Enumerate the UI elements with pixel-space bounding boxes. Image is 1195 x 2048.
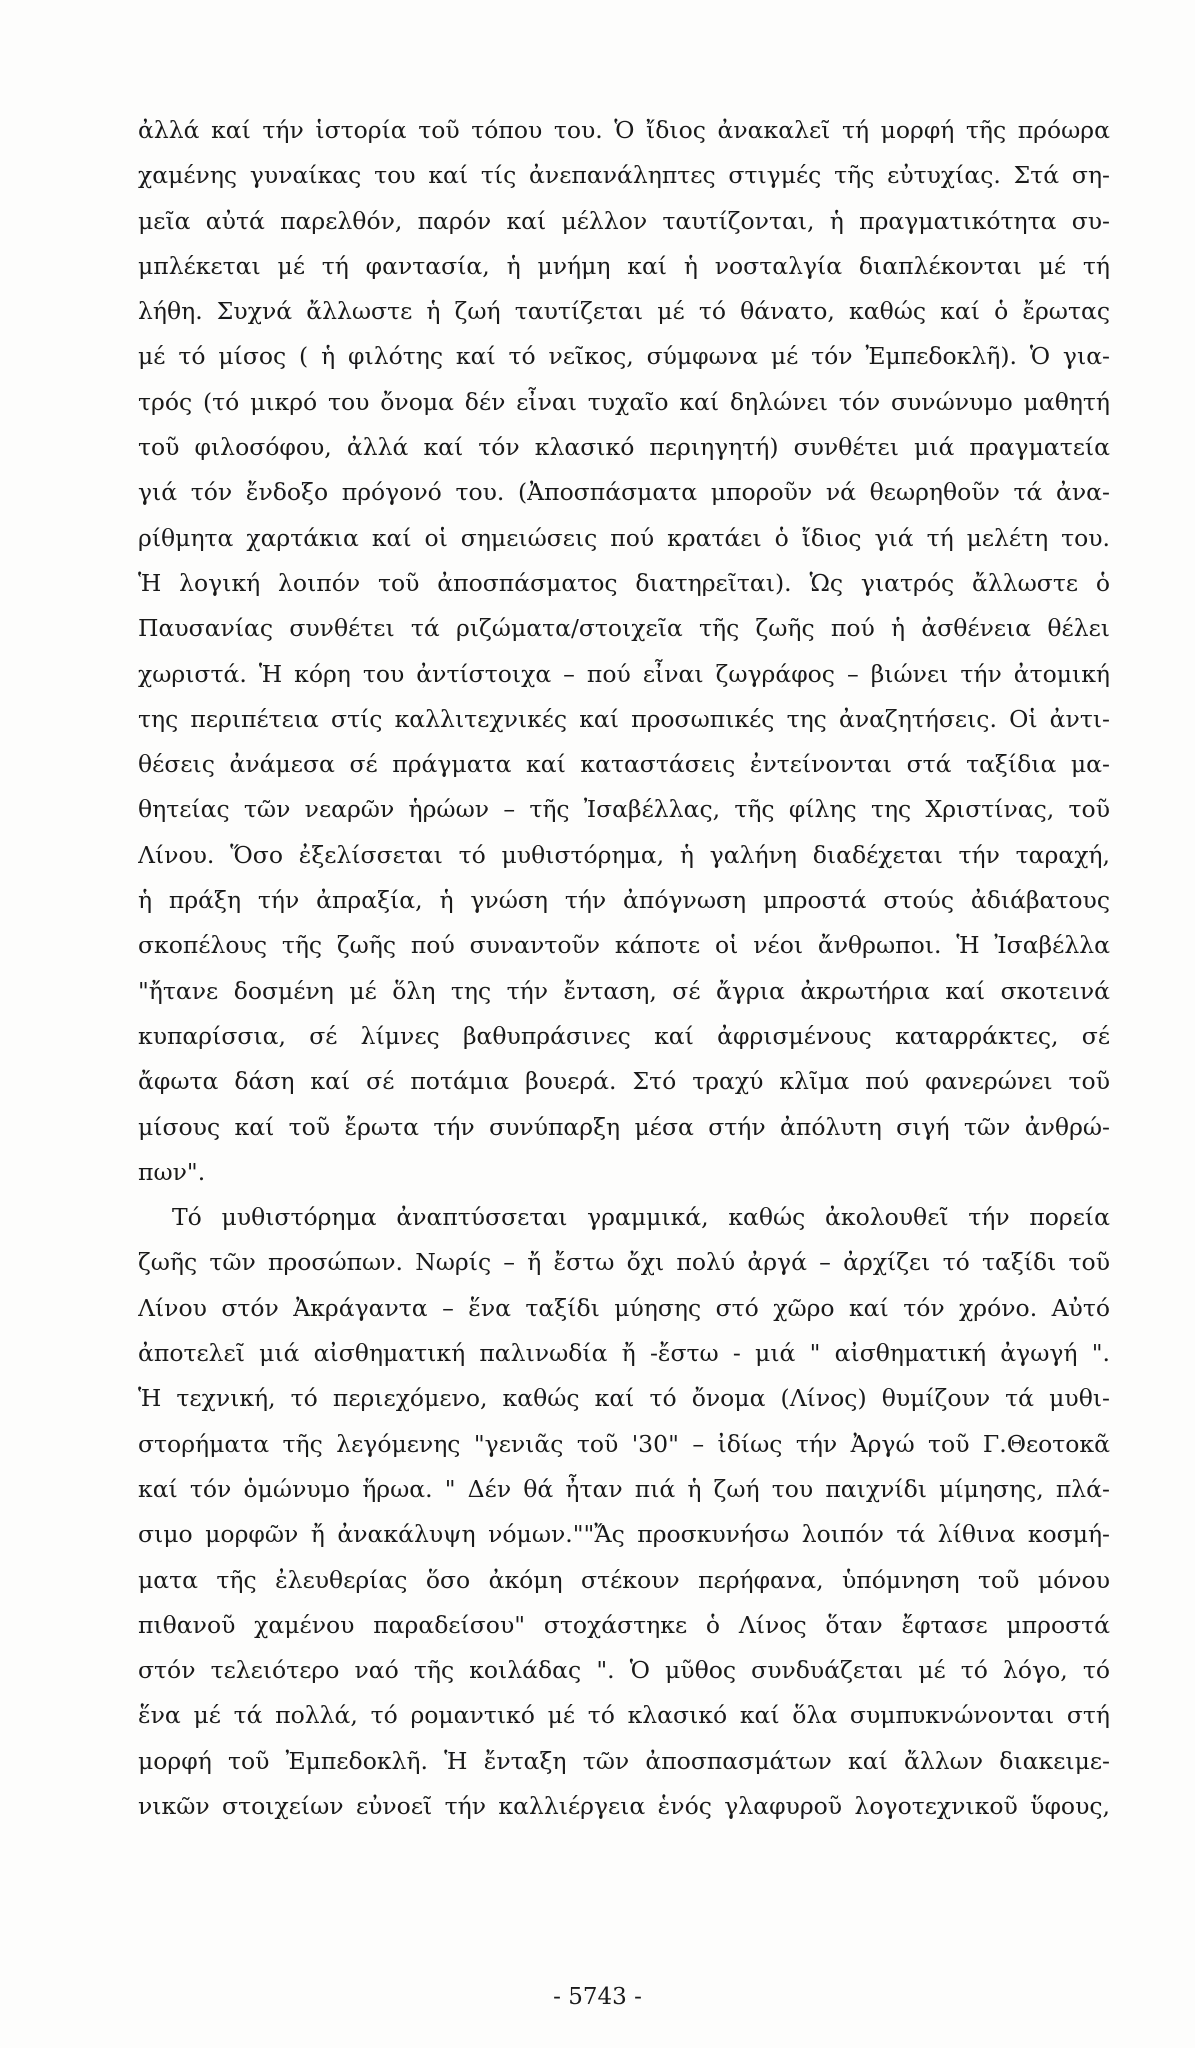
text-line: χωριστά. Ἡ κόρη του ἀντίστοιχα – πού εἶναι ζωγράφος – βιώνει τήν ἀτομική <box>138 659 1110 688</box>
text-line: τρός (τό μικρό του ὄνομα δέν εἶναι τυχαῖο καί δηλώνει τόν συνώνυμο μαθητή <box>138 387 1110 416</box>
text-line: της περιπέτεια στίς καλλιτεχνικές καί προσωπικές της ἀναζητήσεις. Οἱ ἀντι- <box>138 704 1110 733</box>
text-line: πων". <box>138 1157 206 1186</box>
text-line: μορφή τοῦ Ἐμπεδοκλῆ. Ἡ ἔνταξη τῶν ἀποσπασμάτων καί ἄλλων διακειμε- <box>138 1746 1110 1775</box>
text-line: ἕνα μέ τά πολλά, τό ρομαντικό μέ τό κλασικό καί ὅλα συμπυκνώνονται στή <box>138 1701 1110 1730</box>
text-line: ματα τῆς ἐλευθερίας ὅσο ἀκόμη στέκουν περήφανα, ὑπόμνηση τοῦ μόνου <box>138 1565 1110 1594</box>
page-number: - 5743 - <box>553 1984 642 2010</box>
text-line: Λίνου στόν Ἀκράγαντα – ἕνα ταξίδι μύησης στό χῶρο καί τόν χρόνο. Αὐτό <box>138 1293 1110 1322</box>
text-line: στόν τελειότερο ναό τῆς κοιλάδας ". Ὁ μῦθος συνδυάζεται μέ τό λόγο, τό <box>138 1656 1110 1685</box>
text-line: στορήματα τῆς λεγόμενης "γενιᾶς τοῦ '30" – ἰδίως τήν Ἀργώ τοῦ Γ.Θεοτοκᾶ <box>138 1429 1110 1458</box>
text-line: θητείας τῶν νεαρῶν ἡρώων – τῆς Ἰσαβέλλας, τῆς φίλης της Χριστίνας, τοῦ <box>138 795 1110 824</box>
text-line: μέ τό μίσος ( ἡ φιλότης καί τό νεῖκος, σύμφωνα μέ τόν Ἐμπεδοκλῆ). Ὁ για- <box>138 342 1110 371</box>
text-line: ζωῆς τῶν προσώπων. Νωρίς – ἤ ἔστω ὄχι πολύ ἀργά – ἀρχίζει τό ταξίδι τοῦ <box>138 1248 1110 1277</box>
text-line: σιμο μορφῶν ἤ ἀνακάλυψη νόμων.""Ἄς προσκυνήσω λοιπόν τά λίθινα κοσμή- <box>138 1520 1110 1549</box>
text-line: ρίθμητα χαρτάκια καί οἱ σημειώσεις πού κρατάει ὁ ἴδιος γιά τή μελέτη του. <box>138 523 1110 552</box>
text-line: λήθη. Συχνά ἄλλωστε ἡ ζωή ταυτίζεται μέ τό θάνατο, καθώς καί ὁ ἔρωτας <box>138 297 1110 326</box>
text-line: μπλέκεται μέ τή φαντασία, ἡ μνήμη καί ἡ νοσταλγία διαπλέκονται μέ τή <box>138 251 1110 280</box>
text-line: ἀποτελεῖ μιά αἰσθηματική παλινωδία ἤ -ἔστω - μιά " αἰσθηματική ἀγωγή ". <box>138 1339 1110 1368</box>
text-line: Λίνου. Ὅσο ἐξελίσσεται τό μυθιστόρημα, ἡ γαλήνη διαδέχεται τήν ταραχή, <box>138 840 1110 869</box>
text-line: νικῶν στοιχείων εὐνοεῖ τήν καλλιέργεια ἑνός γλαφυροῦ λογοτεχνικοῦ ὕφους, <box>138 1791 1110 1820</box>
text-line: Τό μυθιστόρημα ἀναπτύσσεται γραμμικά, καθώς ἀκολουθεῖ τήν πορεία <box>172 1203 1110 1232</box>
text-line: ἡ πράξη τήν ἀπραξία, ἡ γνώση τήν ἀπόγνωση μπροστά στούς ἀδιάβατους <box>138 886 1110 915</box>
text-line: τοῦ φιλοσόφου, ἀλλά καί τόν κλασικό περιηγητή) συνθέτει μιά πραγματεία <box>138 433 1110 462</box>
text-line: πιθανοῦ χαμένου παραδείσου" στοχάστηκε ὁ Λίνος ὅταν ἔφτασε μπροστά <box>138 1610 1110 1639</box>
text-line: μεῖα αὐτά παρελθόν, παρόν καί μέλλον ταυτίζονται, ἡ πραγματικότητα συ- <box>138 206 1110 235</box>
text-line: ἀλλά καί τήν ἱστορία τοῦ τόπου του. Ὁ ἴδιος ἀνακαλεῖ τή μορφή τῆς πρόωρα <box>138 116 1110 144</box>
text-line: Παυσανίας συνθέτει τά ριζώματα/στοιχεῖα τῆς ζωῆς πού ἡ ἀσθένεια θέλει <box>138 614 1110 643</box>
text-line: μίσους καί τοῦ ἔρωτα τήν συνύπαρξη μέσα στήν ἀπόλυτη σιγή τῶν ἀνθρώ- <box>138 1112 1110 1141</box>
text-line: ἄφωτα δάση καί σέ ποτάμια βουερά. Στό τραχύ κλῖμα πού φανερώνει τοῦ <box>138 1067 1110 1096</box>
text-line: "ἤτανε δοσμένη μέ ὅλη της τήν ἔνταση, σέ ἄγρια ἀκρωτήρια καί σκοτεινά <box>138 976 1110 1005</box>
text-line: Ἡ τεχνική, τό περιεχόμενο, καθώς καί τό ὄνομα (Λίνος) θυμίζουν τά μυθι- <box>138 1384 1110 1413</box>
text-line: καί τόν ὁμώνυμο ἥρωα. " Δέν θά ἦταν πιά ἡ ζωή του παιχνίδι μίμησης, πλά- <box>138 1474 1110 1503</box>
text-line: θέσεις ἀνάμεσα σέ πράγματα καί καταστάσεις ἐντείνονται στά ταξίδια μα- <box>138 750 1110 779</box>
text-line: σκοπέλους τῆς ζωῆς πού συναντοῦν κάποτε οἱ νέοι ἄνθρωποι. Ἡ Ἰσαβέλλα <box>138 931 1110 960</box>
text-line: κυπαρίσσια, σέ λίμνες βαθυπράσινες καί ἀφρισμένους καταρράκτες, σέ <box>138 1021 1110 1050</box>
text-line: γιά τόν ἔνδοξο πρόγονό του. (Ἀποσπάσματα μποροῦν νά θεωρηθοῦν τά ἀνα- <box>138 478 1110 507</box>
body-text <box>138 108 1110 1829</box>
text-line: χαμένης γυναίκας του καί τίς ἀνεπανάληπτες στιγμές τῆς εὐτυχίας. Στά ση- <box>138 161 1110 190</box>
text-line: Ἡ λογική λοιπόν τοῦ ἀποσπάσματος διατηρεῖται). Ὡς γιατρός ἄλλωστε ὁ <box>138 568 1110 597</box>
